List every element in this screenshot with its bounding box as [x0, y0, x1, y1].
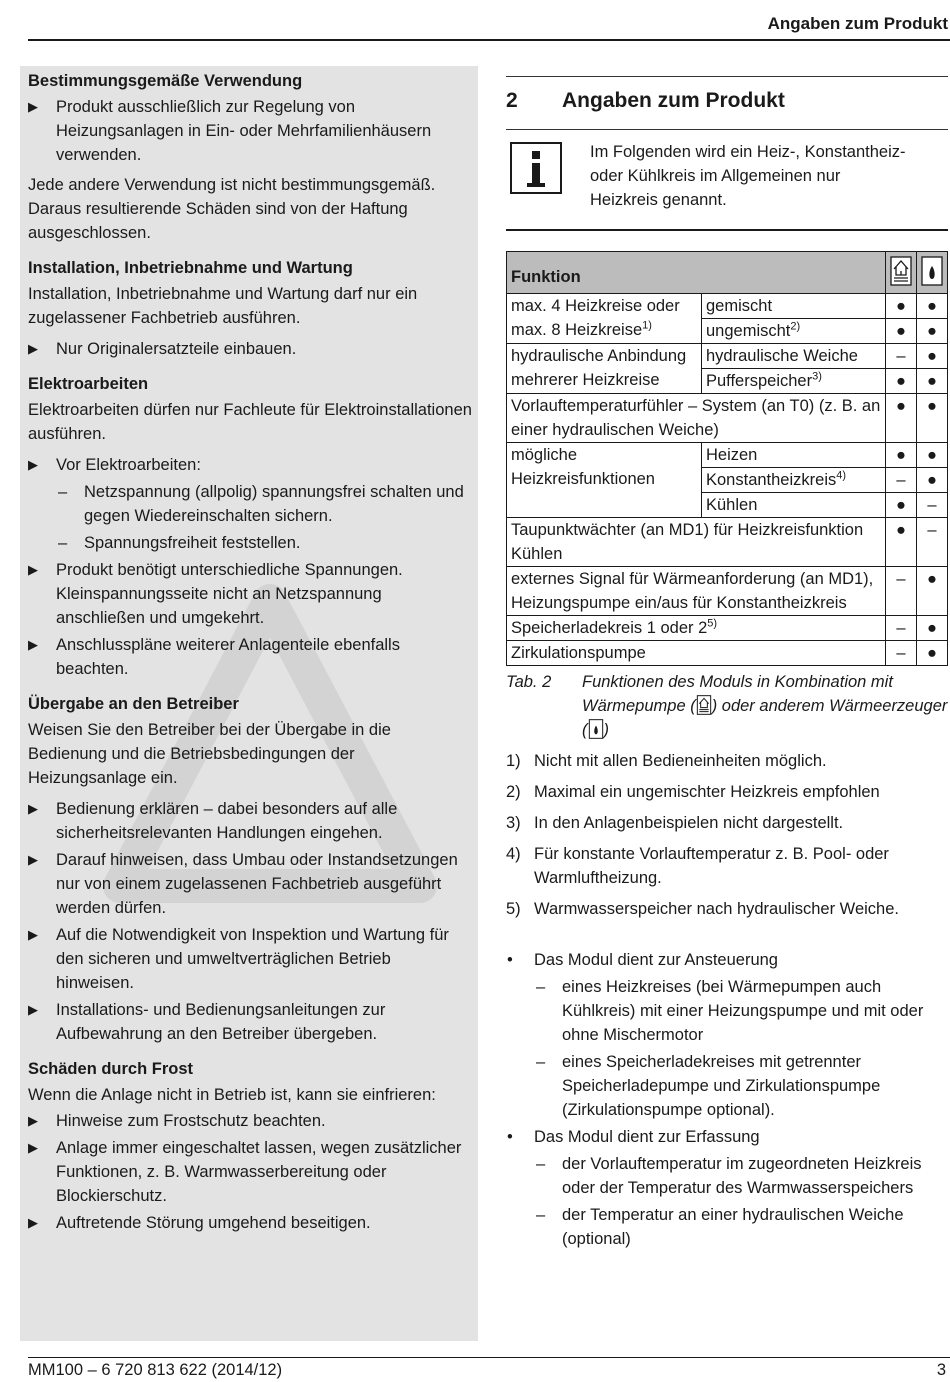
triangle-bullet-icon: ▶	[28, 927, 38, 942]
list-item: ▶ Installations- und Bedienungsanleitungen zur Aufbewahrung an den Betreiber übergeben.	[28, 998, 473, 1046]
chapter-title: Angaben zum Produkt	[562, 89, 785, 112]
list-item: ▶ Auftretende Störung umgehend beseitigen.	[28, 1211, 473, 1235]
caption-text: Funktionen des Moduls in Kombination mit Wärmepumpe ( ) oder anderem Wärmeerzeuger ( )	[582, 673, 948, 739]
table-row: Speicherladekreis 1 oder 2$^{5)}$ – ●	[507, 616, 948, 641]
section-installation	[28, 256, 473, 361]
table-row: max. 4 Heizkreise oder max. 8 Heizkreise$^{1)}$ gemischt ● ●	[507, 294, 948, 319]
section-electrical-work	[28, 372, 473, 681]
flame-boiler-icon	[921, 256, 943, 286]
divider	[506, 229, 948, 231]
list-item: • Das Modul dient zur Erfassung	[507, 1128, 760, 1146]
table-row: Konstantheizkreis$^{4)}$ – ●	[507, 468, 948, 493]
triangle-bullet-icon: ▶	[28, 341, 38, 356]
triangle-bullet-icon: ▶	[28, 637, 38, 652]
footnote: 3) In den Anlagenbeispielen nicht dargestellt.	[506, 814, 844, 832]
heat-pump-icon	[890, 256, 912, 286]
table-row: Vorlauftemperaturfühler – System (an T0) (z. B. an einer hydraulischen Weiche) ● ●	[507, 394, 948, 443]
list-item: ▶ Anschlusspläne weiterer Anlagenteile ebenfalls beachten.	[28, 633, 473, 681]
list-item: ▶ Bedienung erklären – dabei besonders auf alle sicherheitsrelevanten Handlungen eingehen.	[28, 797, 473, 845]
section-heading: Installation, Inbetriebnahme und Wartung	[28, 259, 353, 277]
list-item: ▶ Auf die Notwendigkeit von Inspektion und Wartung für den sicheren und umweltverträglichen Betrieb hinweisen.	[28, 923, 473, 995]
sub-list-item: – Spannungsfreiheit feststellen.	[58, 534, 301, 552]
footnote: 5) Warmwasserspeicher nach hydraulischer Weiche.	[506, 900, 899, 918]
info-icon	[510, 142, 562, 194]
section-heading: Schäden durch Frost	[28, 1060, 194, 1078]
footnote: 4) Für konstante Vorlauftemperatur z. B. Pool- oder Warmluftheizung.	[506, 845, 889, 887]
section-frost-damage	[28, 1057, 473, 1235]
footnote: 1) Nicht mit allen Bedieneinheiten möglich.	[506, 752, 827, 770]
chapter-heading	[506, 77, 948, 129]
list-item: ▶ Darauf hinweisen, dass Umbau oder Instandsetzungen nur von einem zugelassenen Fachbetrieb ausgeführt werden dürfen.	[28, 848, 473, 920]
list-item: ▶ Vor Elektroarbeiten:	[28, 453, 473, 477]
sub-list-item: – der Temperatur an einer hydraulischen Weiche (optional)	[536, 1206, 904, 1248]
section-handover	[28, 692, 473, 1046]
page-number: 3	[936, 1361, 946, 1379]
sub-list-item: – Netzspannung (allpolig) spannungsfrei schalten und gegen Wiedereinschalten sichern.	[58, 483, 464, 525]
triangle-bullet-icon: ▶	[28, 457, 38, 472]
table-header-row	[507, 252, 948, 294]
table-row: Kühlen ● –	[507, 493, 948, 518]
list-item: • Das Modul dient zur Ansteuerung	[507, 951, 778, 969]
paragraph: Jede andere Verwendung ist nicht bestimmungsgemäß. Daraus resultierende Schäden sind von der Haftung ausgeschlossen.	[28, 176, 436, 242]
paragraph: Elektroarbeiten dürfen nur Fachleute für Elektroinstallationen ausführen.	[28, 401, 472, 443]
list-item: ▶ Anlage immer eingeschaltet lassen, wegen zusätzlicher Funktionen, z. B. Warmwasserbereitung oder Blockierschutz.	[28, 1136, 473, 1208]
sub-list-item: – eines Speicherladekreises mit getrennter Speicherladepumpe und Zirkulationspumpe (Zirkulationspumpe optional).	[536, 1053, 881, 1119]
triangle-bullet-icon: ▶	[28, 1113, 38, 1128]
section-heading: Bestimmungsgemäße Verwendung	[28, 72, 303, 90]
triangle-bullet-icon: ▶	[28, 852, 38, 867]
triangle-bullet-icon: ▶	[28, 99, 38, 114]
section-heading: Elektroarbeiten	[28, 375, 149, 393]
triangle-bullet-icon: ▶	[28, 1002, 38, 1017]
sub-list-item: – eines Heizkreises (bei Wärmepumpen auch Kühlkreis) mit einer Heizungspumpe und mit oder ohne Mischermotor	[536, 978, 924, 1044]
section-intended-use	[28, 69, 473, 245]
triangle-bullet-icon: ▶	[28, 562, 38, 577]
function-table	[506, 251, 948, 666]
table-row: Pufferspeicher$^{3)}$ ● ●	[507, 369, 948, 394]
footnote-list	[506, 749, 948, 921]
flame-boiler-icon	[588, 719, 604, 739]
sub-list-item: – der Vorlauftemperatur im zugeordneten Heizkreis oder der Temperatur des Warmwasserspeichers	[536, 1155, 922, 1197]
header-rule	[28, 39, 950, 41]
table-row: Zirkulationspumpe – ●	[507, 641, 948, 666]
safety-instructions	[28, 69, 473, 1246]
footer-document-id: MM100 – 6 720 813 622 (2014/12)	[28, 1361, 283, 1379]
heat-pump-icon	[696, 695, 712, 715]
product-info-column	[506, 76, 948, 1251]
table-row: ungemischt$^{2)}$ ● ●	[507, 319, 948, 344]
table-row: mögliche Heizkreisfunktionen Heizen ● ●	[507, 443, 948, 468]
table-row: hydraulische Anbindung mehrerer Heizkreise hydraulische Weiche – ●	[507, 344, 948, 369]
table-header-function: Funktion	[507, 252, 886, 294]
table-header-heat-pump	[886, 252, 917, 294]
list-item: ▶ Produkt benötigt unterschiedliche Spannungen. Kleinspannungsseite nicht an Netzspannung anschließen und umgekehrt.	[28, 558, 473, 630]
list-item: ▶ Hinweise zum Frostschutz beachten.	[28, 1109, 473, 1133]
paragraph: Weisen Sie den Betreiber bei der Übergabe in die Bedienung und die Betriebsbedingungen der Heizungsanlage ein.	[28, 721, 391, 787]
info-note	[506, 130, 948, 229]
page-header-title: Angaben zum Produkt	[767, 14, 948, 33]
triangle-bullet-icon: ▶	[28, 801, 38, 816]
footnote: 2) Maximal ein ungemischter Heizkreis empfohlen	[506, 783, 880, 801]
table-row: Taupunktwächter (an MD1) für Heizkreisfunktion Kühlen ● –	[507, 518, 948, 567]
list-item: ▶ Nur Originalersatzteile einbauen.	[28, 337, 473, 361]
list-item: ▶ Produkt ausschließlich zur Regelung von Heizungsanlagen in Ein- oder Mehrfamilienhäusern verwenden.	[28, 95, 473, 167]
triangle-bullet-icon: ▶	[28, 1215, 38, 1230]
chapter-number: 2	[506, 89, 518, 112]
table-header-boiler	[917, 252, 948, 294]
module-function-list	[506, 948, 948, 1251]
triangle-bullet-icon: ▶	[28, 1140, 38, 1155]
table-caption	[506, 670, 948, 742]
table-row: externes Signal für Wärmeanforderung (an MD1), Heizungspumpe ein/aus für Konstantheizkreis – ●	[507, 567, 948, 616]
caption-label: Tab. 2	[506, 673, 552, 691]
section-heading: Übergabe an den Betreiber	[28, 695, 239, 713]
paragraph: Wenn die Anlage nicht in Betrieb ist, kann sie einfrieren:	[28, 1086, 436, 1104]
paragraph: Installation, Inbetriebnahme und Wartung darf nur ein zugelassener Fachbetrieb ausführen.	[28, 285, 418, 327]
info-note-text: Im Folgenden wird ein Heiz-, Konstantheiz- oder Kühlkreis im Allgemeinen nur Heizkreis genannt.	[590, 143, 906, 209]
